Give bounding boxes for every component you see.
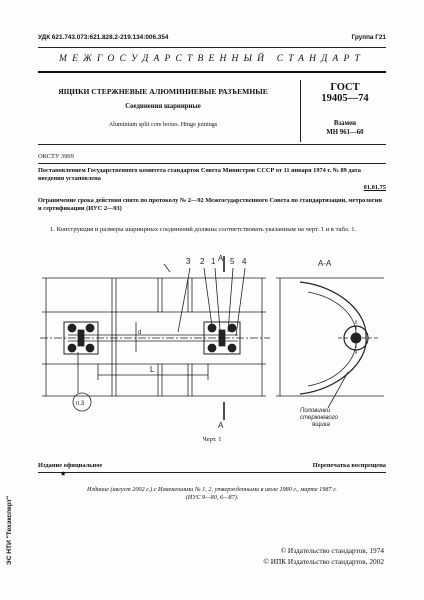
section-marker-a-bottom: А (218, 421, 224, 430)
group-code: Группа Г21 (351, 34, 386, 41)
document-subtitle: Соединения шарнирные (125, 103, 201, 110)
document-title: ЯЩИКИ СТЕРЖНЕВЫЕ АЛЮМИНИЕВЫЕ РАЗЪЕМНЫЕ (58, 87, 268, 96)
copyright-2002: © ИПК Издательство стандартов, 2002 (263, 557, 384, 566)
edition-line-2: (ИУС 9—80, 6—87). (185, 494, 239, 502)
limitation-paragraph: Ограничение срока действия снято по протоколу № 2—92 Межгосударственного Совета по стандартизации, метрологии и сертификации (ИУС 2—93) (38, 197, 383, 213)
halves-note-line-3: ящика (312, 422, 330, 428)
title-divider (300, 80, 301, 142)
interstate-standard-heading: МЕЖГОСУДАРСТВЕННЫЙ СТАНДАРТ (59, 54, 365, 64)
halves-note-line-1: Половинки (300, 408, 331, 414)
dimension-d-label: d (138, 330, 142, 336)
okstu-rule (38, 163, 386, 164)
english-title: Aluminium split core boxes. Hinge joinings (108, 121, 218, 128)
hinge-joint-drawing (38, 252, 386, 437)
callout-2: 2 (200, 257, 205, 266)
edition-line-1: Издание (август 2002 г.) с Изменениями № 1, 2, утвержденными в июле 1980 г., марте 1987 г. (87, 486, 337, 493)
sidebar-watermark: ЭС НТИ "Техэксперт" (6, 495, 13, 565)
figure-caption: Черт. 1 (202, 436, 222, 443)
decree-paragraph: Постановлением Государственного комитета стандартов Совета Министров СССР от 11 января 1974 г. № 89 дата введения установлена (38, 167, 361, 183)
copyright-1974: © Издательство стандартов, 1974 (280, 546, 384, 555)
gost-number (306, 82, 384, 104)
replaces-label: Взамен (333, 120, 357, 127)
halves-note-line-2: стержневого (300, 415, 338, 421)
introduction-date: 01.01.75 (363, 184, 386, 191)
callout-1: 1 (211, 257, 216, 266)
title-rule (38, 144, 386, 145)
section-view-label: А-А (318, 259, 332, 268)
detail-reference: п.3 (76, 401, 85, 407)
footer-rule (38, 472, 386, 473)
star-icon: ★ (60, 470, 67, 478)
okstu-code: ОКСТУ 3969 (38, 153, 74, 160)
header-rule-top (38, 47, 386, 48)
clause-1: 1. Конструкция и размеры шарнирных соединений должны соответствовать указанным на черт. 1 и в табл. 1. (50, 226, 357, 233)
gost-code: 19405—74 (321, 93, 369, 104)
section-marker-a-top: А (218, 254, 224, 263)
callout-3: 3 (186, 257, 191, 266)
replaces-block (306, 119, 384, 137)
gost-label: ГОСТ (330, 82, 360, 93)
callout-5: 5 (230, 257, 235, 266)
drawing-svg (38, 252, 386, 432)
reprint-prohibited-label: Перепечатка воспрещена (312, 462, 386, 469)
replaces-value: МН 961—60 (326, 129, 364, 136)
edition-note (38, 486, 386, 502)
dimension-l-label: L (150, 365, 155, 374)
official-edition-label: Издание официальное (38, 462, 103, 469)
callout-4: 4 (242, 257, 247, 266)
header-rule-bottom (38, 71, 386, 73)
udk-code: УДК 621.743.073:621.828.2-219.134:006.354 (38, 34, 169, 41)
